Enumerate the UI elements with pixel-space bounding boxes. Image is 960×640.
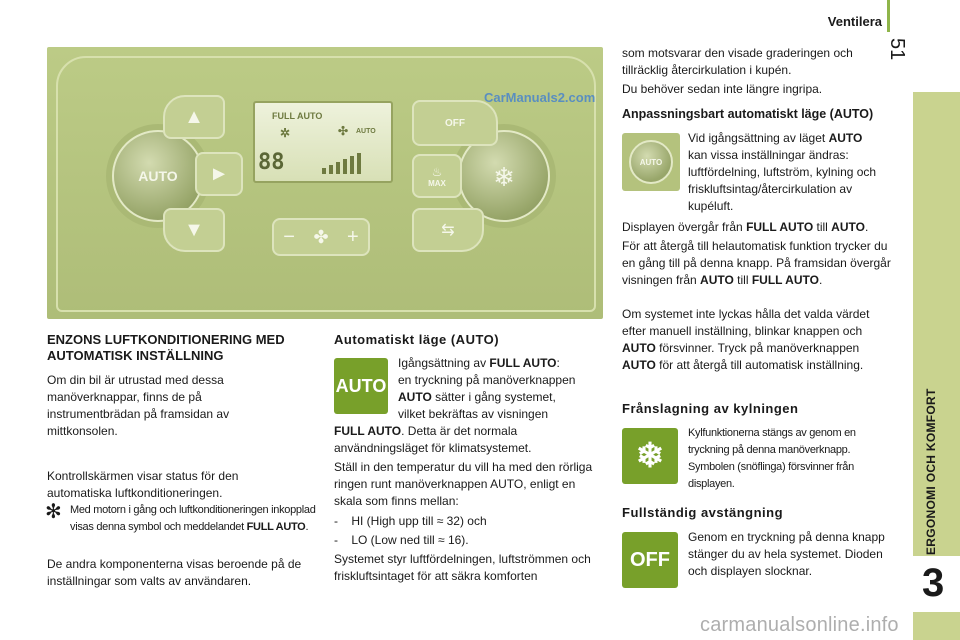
auto-line-2: en tryckning på manöverknappen [398,373,576,387]
snowflake-icon: ❄ [493,162,515,192]
fan-icon: ✤ [313,226,329,247]
chapter-number: 3 [922,561,945,605]
auto-line-5 [334,423,604,440]
lcd-temperature: 88 [258,150,285,175]
blink-bold-1: AUTO [622,341,656,355]
max-button-label: MAX [428,178,446,188]
auto-knob-icon [622,133,680,191]
cooling-off-paragraph: Kylfunktionerna stängs av genom en tryckning på denna manöverknapp. Symbolen (snöflinga) försvinner från displayen. [688,427,856,490]
adaptive-paragraph-bold: AUTO [828,131,863,145]
page-number: 51 [886,38,908,61]
full-off-paragraph: Genom en tryckning på denna knapp stänger du av hela systemet. Dioden och displayen slocknar. [688,530,885,578]
display-change-bold-2: AUTO [831,220,865,234]
auto-icon: AUTO [334,358,388,414]
blink-paragraph [622,306,884,374]
system-paragraph: Systemet styr luftfördelningen, luftströmmen och friskluftsintaget för att säkra komforten [334,552,591,583]
return-mid: till [733,273,752,287]
intro-paragraph: Om din bil är utrustad med dessa manöverknappar, finns de på instrumentbrädan på framsidan av mittkonsolen. [47,373,230,438]
symbol-note-bold: FULL AUTO [246,521,306,533]
section-title: Ventilera [827,14,882,29]
arrow-down-button [163,208,225,252]
auto-knob-small [629,140,673,184]
adaptive-paragraph-text: Vid igångsättning av läget [688,131,829,145]
header-accent-bar [887,0,890,32]
off-button-label: OFF [445,117,465,129]
snowflake-icon: ✻ [45,501,62,523]
adaptive-paragraph [688,130,894,215]
auto-line-6: användningsläget för klimatsystemet. [334,441,532,455]
auto-line-1-text: Igångsättning av [398,356,490,370]
plus-icon: + [347,225,359,248]
range-item-lo: - LO (Low ned till ≈ 16). [334,533,469,547]
cooling-off-heading: Frånslagning av kylningen [622,401,799,416]
display-change-paragraph [622,219,902,236]
max-button [412,154,462,198]
lcd-fan-bars [322,150,382,174]
symbol-note [70,502,316,536]
blink-mid: försvinner. Tryck på manöverknappen [655,341,860,355]
return-end: . [818,273,823,287]
auto-line-1-bold: FULL AUTO [489,356,557,370]
blink-end: för att återgå till automatisk inställning. [655,358,864,372]
auto-line-1-end: : [556,356,560,370]
comfort-paragraph: som motsvarar den visade graderingen och tillräcklig återcirkulation i kupén. [622,46,853,77]
adaptive-paragraph-rest: kan vissa inställningar ändras: luftfördelning, luftström, kylning och friskluftsintag/återcirkulation av kupéluft. [688,148,877,213]
footer-watermark: carmanualsonline.info [700,614,899,636]
off-icon: OFF [622,532,678,588]
temperature-paragraph: Ställ in den temperatur du vill ha med den rörliga ringen runt manöverknappen AUTO, enligt en skala som finns mellan: [334,460,593,508]
main-heading: ENZONS LUFTKONDITIONERING MED AUTOMATISK INSTÄLLNING [47,332,285,363]
components-paragraph: De andra komponenterna visas beroende på de inställningar som valts av användaren. [47,557,302,588]
full-off-heading: Fullständig avstängning [622,505,784,520]
auto-line-3 [398,389,604,406]
recirculation-icon: ⇆ [441,222,455,239]
symbol-note-text: Med motorn i gång och luftkonditioneringen inkopplad visas denna symbol och meddelandet [70,504,316,533]
auto-line-1 [398,355,604,372]
arrow-up-icon: ▲ [184,105,204,128]
display-change-bold-1: FULL AUTO [746,220,814,234]
arrow-down-icon: ▼ [184,218,204,241]
auto-knob-small-label: AUTO [639,157,663,167]
return-text: För att återgå till helautomatisk funktion trycker du en gång till på denna knapp. På framsidan övergår visningen från [622,239,891,287]
display-change-text: Displayen övergår från [622,220,747,234]
fan-speed-bar [272,218,370,256]
symbol-note-end: . [305,521,309,533]
arrow-right-button [195,152,243,196]
lcd-fan-icon: ✣ [338,124,349,138]
auto-knob-label: AUTO [138,168,178,184]
sun-icon: ✲ [280,126,291,140]
lcd-mode-text: FULL AUTO [272,111,323,121]
status-paragraph: Kontrollskärmen visar status för den automatiska luftkonditioneringen. [47,469,239,500]
lcd-auto-text: AUTO [356,128,376,135]
blink-text: Om systemet inte lyckas hålla det valda värdet efter manuell inställning, blinkar knappen och [622,307,870,338]
range-item-hi: - HI (High upp till ≈ 32) och [334,514,487,528]
chapter-label: ERGONOMI OCH KOMFORT [924,388,938,555]
recirculation-button [412,208,484,252]
snowflake-icon: ❄ [622,428,678,484]
watermark: CarManuals2.com [484,90,596,105]
auto-line-3-text: sätter i gång systemet, [431,390,556,404]
arrow-right-icon: ► [209,162,229,185]
auto-line-4: vilket bekräftas av visningen [398,407,549,421]
display-change-mid: till [813,220,832,234]
return-bold-2: FULL AUTO [751,273,819,287]
return-bold-1: AUTO [700,273,734,287]
blink-bold-2: AUTO [622,358,656,372]
arrow-up-button [163,95,225,139]
display-change-end: . [864,220,869,234]
auto-line-5-bold: FULL AUTO [334,424,402,438]
off-button [412,100,498,146]
auto-line-5-text: . Detta är det normala [401,424,518,438]
defrost-icon: ♨ [431,164,443,179]
minus-icon: − [283,225,295,248]
auto-mode-heading: Automatiskt läge (AUTO) [334,332,500,347]
adaptive-auto-heading: Anpassningsbart automatiskt läge (AUTO) [622,107,874,121]
return-paragraph [622,238,894,289]
no-action-paragraph: Du behöver sedan inte längre ingripa. [622,82,823,96]
auto-line-3-bold: AUTO [398,390,432,404]
